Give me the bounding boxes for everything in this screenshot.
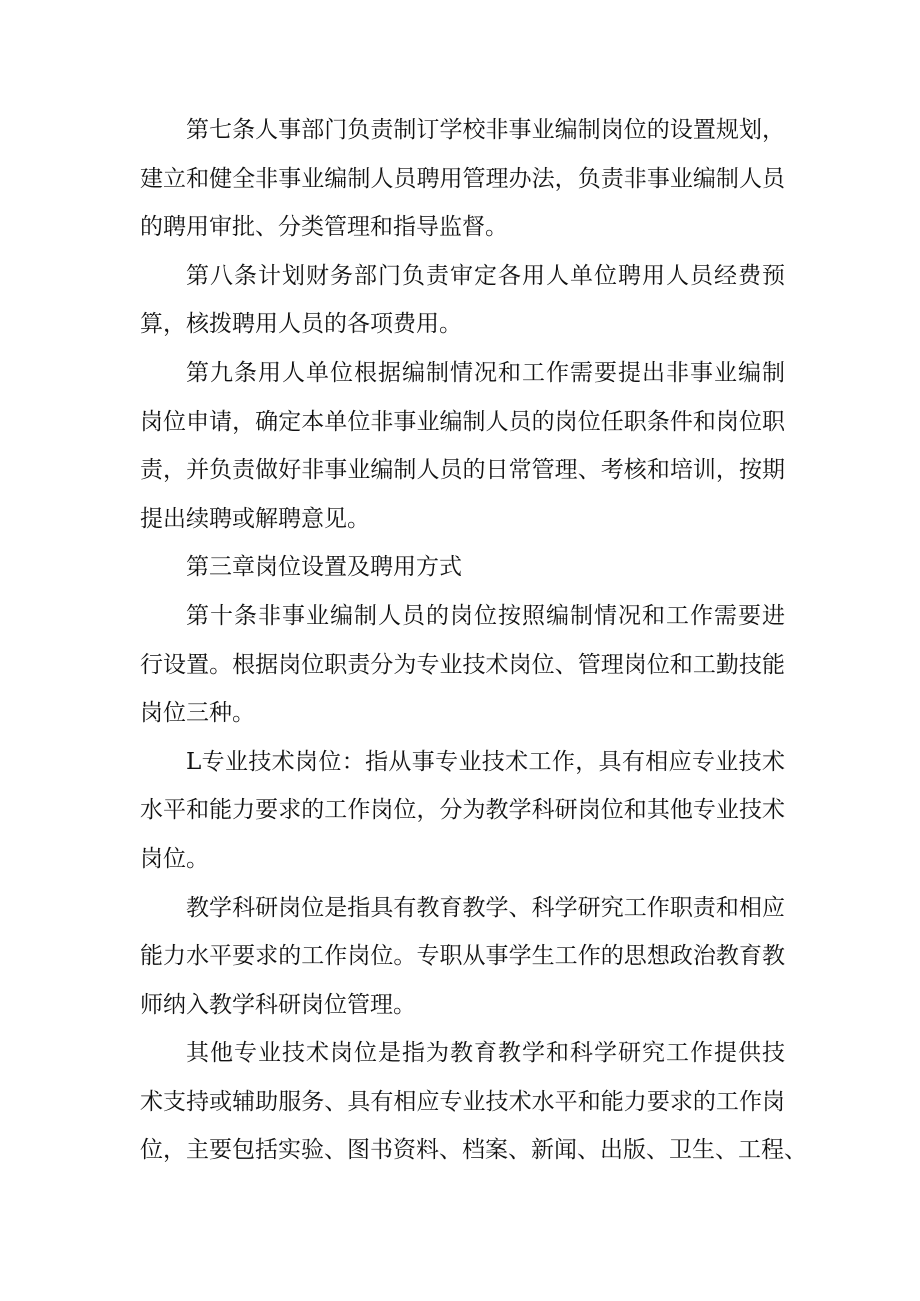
text-line: 第八条计划财务部门负责审定各用人单位聘用人员经费预 [186, 262, 785, 289]
text-line: 岗位三种。 [140, 700, 255, 727]
text-line: 水平和能力要求的工作岗位，分为教学科研岗位和其他专业技术 [140, 797, 785, 824]
text-line: 第十条非事业编制人员的岗位按照编制情况和工作需要进 [186, 602, 785, 629]
text-line: 能力水平要求的工作岗位。专职从事学生工作的思想政治教育教 [140, 943, 785, 970]
text-line: 行设置。根据岗位职责分为专业技术岗位、管理岗位和工勤技能 [140, 651, 785, 678]
text-line: 的聘用审批、分类管理和指导监督。 [140, 214, 508, 241]
text-line: 师纳入教学科研岗位管理。 [140, 991, 416, 1018]
text-line: 岗位申请，确定本单位非事业编制人员的岗位任职条件和岗位职 [140, 408, 785, 435]
text-line: 第七条人事部门负责制订学校非事业编制岗位的设置规划， [186, 117, 785, 143]
text-line: 岗位。 [140, 845, 209, 872]
text-line: 责，并负责做好非事业编制人员的日常管理、考核和培训，按期 [140, 457, 785, 484]
text-line: 教学科研岗位是指具有教育教学、科学研究工作职责和相应 [186, 894, 785, 921]
text-line: 其他专业技术岗位是指为教育教学和科学研究工作提供技 [186, 1040, 785, 1067]
chapter-heading: 第三章岗位设置及聘用方式 [186, 554, 462, 581]
body-text [140, 106, 807, 1175]
text-line: 第九条用人单位根据编制情况和工作需要提出非事业编制 [186, 359, 785, 386]
text-line: 提出续聘或解聘意见。 [140, 505, 370, 532]
text-line: 位，主要包括实验、图书资料、档案、新闻、出版、卫生、工程、 [140, 1137, 807, 1164]
text-line: 建立和健全非事业编制人员聘用管理办法，负责非事业编制人员 [140, 165, 785, 192]
text-line: 算，核拨聘用人员的各项费用。 [140, 311, 462, 338]
text-line: L专业技术岗位：指从事专业技术工作，具有相应专业技术 [186, 748, 785, 775]
text-line: 术支持或辅助服务、具有相应专业技术水平和能力要求的工作岗 [140, 1088, 785, 1115]
